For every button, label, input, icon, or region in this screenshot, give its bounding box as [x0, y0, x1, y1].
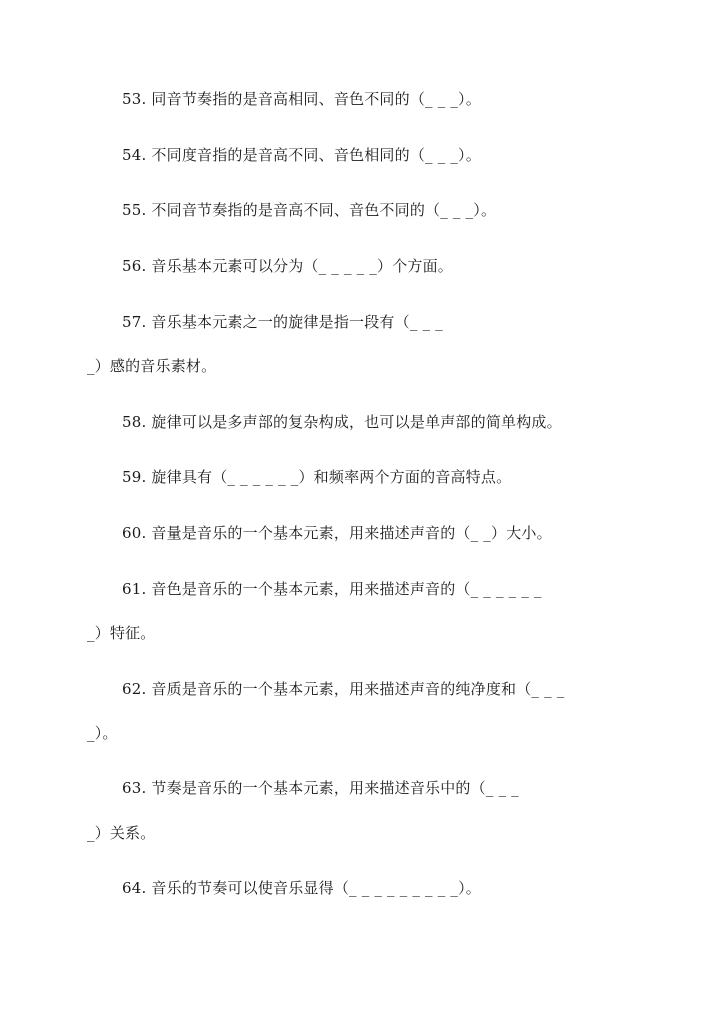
- question-57-continuation: _）感的音乐素材。: [87, 357, 217, 375]
- question-60-line: 60. 音量是音乐的一个基本元素，用来描述声音的（_ _）大小。: [122, 524, 552, 542]
- question-61-continuation: _）特征。: [87, 624, 156, 642]
- question-53-line: 53. 同音节奏指的是音高相同、音色不同的（_ _ _）。: [122, 90, 481, 108]
- question-59-line: 59. 旋律具有（_ _ _ _ _ _）和频率两个方面的音高特点。: [122, 468, 512, 486]
- question-61-line: 61. 音色是音乐的一个基本元素，用来描述声音的（_ _ _ _ _ _: [122, 580, 542, 598]
- question-62-line: 62. 音质是音乐的一个基本元素，用来描述声音的纯净度和（_ _ _: [122, 680, 565, 698]
- question-64-line: 64. 音乐的节奏可以使音乐显得（_ _ _ _ _ _ _ _ _）。: [122, 879, 481, 897]
- question-58-line: 58. 旋律可以是多声部的复杂构成，也可以是单声部的简单构成。: [122, 413, 562, 431]
- question-57-line: 57. 音乐基本元素之一的旋律是指一段有（_ _ _: [122, 313, 443, 331]
- question-63-continuation: _）关系。: [87, 824, 156, 842]
- question-55-line: 55. 不同音节奏指的是音高不同、音色不同的（_ _ _）。: [122, 201, 497, 219]
- question-62-continuation: _）。: [87, 724, 118, 742]
- question-56-line: 56. 音乐基本元素可以分为（_ _ _ _ _）个方面。: [122, 257, 453, 275]
- question-54-line: 54. 不同度音指的是音高不同、音色相同的（_ _ _）。: [122, 146, 481, 164]
- question-63-line: 63. 节奏是音乐的一个基本元素，用来描述音乐中的（_ _ _: [122, 779, 519, 797]
